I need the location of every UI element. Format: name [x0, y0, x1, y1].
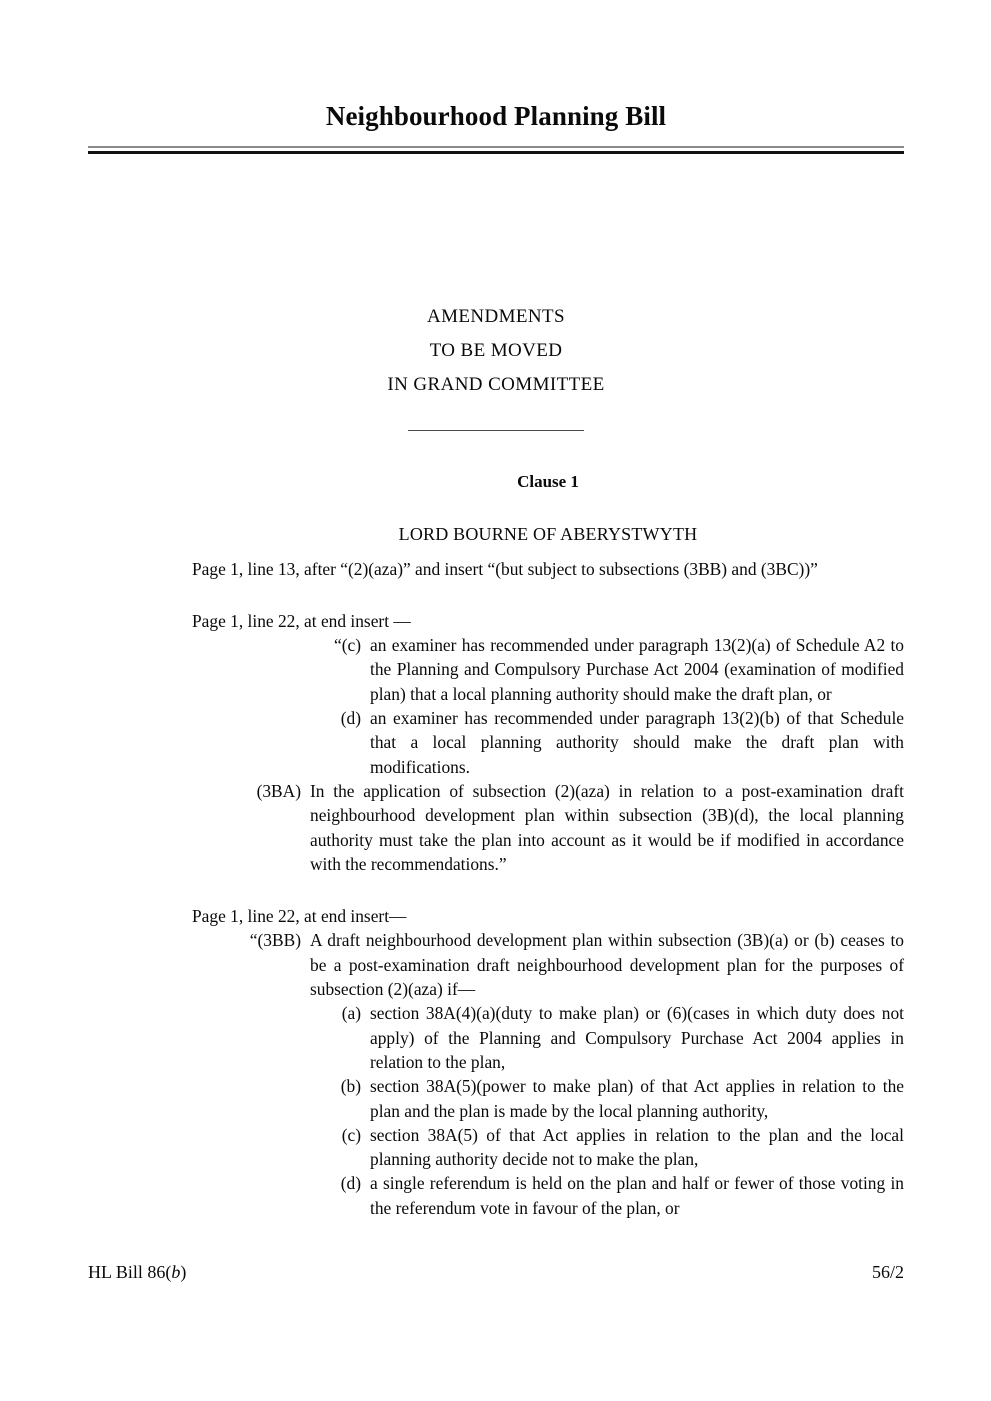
amendments-heading-group	[88, 300, 904, 431]
heading-line-amendments: AMENDMENTS	[426, 306, 566, 327]
title-block	[88, 100, 904, 154]
page-title: Neighbourhood Planning Bill	[325, 101, 667, 131]
list-item-marker: (d)	[340, 708, 361, 729]
subsection-marker: “(3BB)	[249, 930, 301, 951]
bill-number	[88, 1262, 186, 1283]
list-item-marker: (a)	[341, 1003, 361, 1024]
subsection-paragraph	[248, 779, 904, 876]
subsection-text: In the application of subsection (2)(aza) in relation to a post-examination draft neighbourhood development plan within subsection (3B)(d), the local planning authority must take the plan into account as it would be if modified in accordance with the recommendations.”	[310, 780, 904, 874]
list-item-marker: “(c)	[333, 635, 361, 656]
list-item-marker: (d)	[340, 1173, 361, 1194]
bill-number-italic: b	[171, 1262, 181, 1282]
spacer-after-first-amendment	[192, 581, 904, 609]
list-item	[308, 1074, 904, 1123]
heading-separator-rule	[408, 430, 584, 431]
subsection-marker: (3BA)	[256, 780, 301, 801]
list-item	[308, 633, 904, 706]
amendment-third-insert-line: Page 1, line 22, at end insert—	[192, 906, 407, 927]
list-item-text: an examiner has recommended under paragraph 13(2)(b) of that Schedule that a local planning authority should make the draft plan with modifications.	[370, 708, 904, 777]
list-item	[308, 706, 904, 779]
list-item-text: section 38A(5) of that Act applies in relation to the plan and the local planning authority decide not to make the plan,	[370, 1124, 904, 1170]
heading-line-in-grand-committee: IN GRAND COMMITTEE	[387, 374, 605, 395]
list-item	[308, 1171, 904, 1220]
list-item	[308, 1123, 904, 1172]
heading-separator-wrap	[88, 430, 904, 431]
list-item-text: a single referendum is held on the plan and half or fewer of those voting in the referendum vote in favour of the plan, or	[370, 1173, 904, 1218]
list-item-marker: (c)	[341, 1124, 361, 1145]
list-item-marker: (b)	[340, 1076, 361, 1097]
amendment-first-text: Page 1, line 13, after “(2)(aza)” and insert “(but subject to subsections (3BB) and (3BC))”	[192, 558, 818, 579]
member-name: LORD BOURNE OF ABERYSTWYTH	[398, 524, 698, 545]
spacer-after-second-amendment	[192, 876, 904, 904]
subsection-text: A draft neighbourhood development plan within subsection (3B)(a) or (b) ceases to be a post-examination draft neighbourhood development plan for the purposes of subsection (2)(aza) if—	[310, 930, 904, 1000]
subsection-paragraph	[248, 928, 904, 1001]
heading-line-to-be-moved: TO BE MOVED	[429, 340, 563, 361]
amendment-second-insert-line: Page 1, line 22, at end insert —	[192, 610, 411, 631]
page-footer	[88, 1262, 904, 1283]
list-item-text: an examiner has recommended under paragraph 13(2)(a) of Schedule A2 to the Planning and Compulsory Purchase Act 2004 (examination of modified plan) that a local planning authority should make the draft plan, or	[370, 635, 904, 704]
list-item-text: section 38A(4)(a)(duty to make plan) or (6)(cases in which duty does not apply) of the Planning and Compulsory Purchase Act 2004 applies in relation to the plan,	[370, 1003, 904, 1072]
page-reference: 56/2	[871, 1262, 904, 1282]
clause-heading: Clause 1	[517, 472, 579, 491]
list-item-text: section 38A(5)(power to make plan) of that Act applies in relation to the plan and the plan is made by the local planning authority,	[370, 1076, 904, 1121]
list-item	[308, 1001, 904, 1074]
bill-number-suffix: )	[180, 1262, 187, 1282]
title-rule-thick	[88, 151, 904, 154]
bill-number-prefix: HL Bill 86(	[88, 1262, 172, 1282]
document-body	[192, 470, 904, 1220]
